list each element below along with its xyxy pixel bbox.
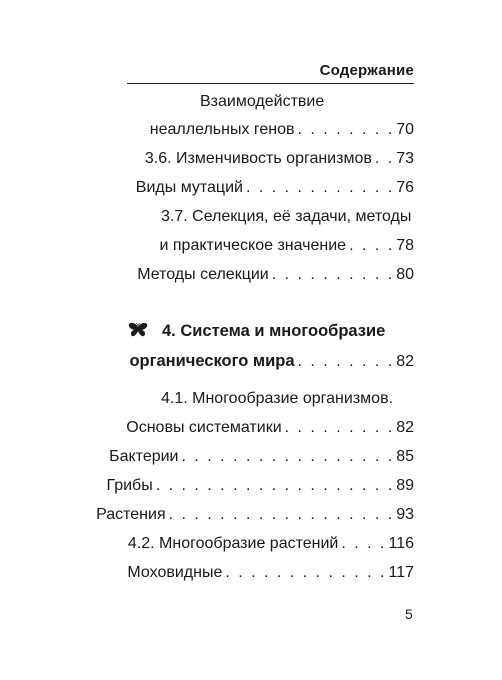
toc-page-number: 70: [396, 121, 414, 138]
toc-page-number: 82: [396, 419, 414, 436]
toc-entry-title: Моховидные: [127, 564, 223, 581]
toc-entry-title: Методы селекции: [137, 266, 269, 283]
page-number: 5: [405, 606, 413, 622]
toc-page-number: 80: [396, 266, 414, 283]
toc-entry[interactable]: [150, 120, 414, 140]
chapter-title: 4. Система и многообразие: [162, 322, 386, 340]
running-title: Содержание: [319, 62, 414, 79]
toc-leader: . . . . . . . . . . . . . . . . . .: [168, 506, 395, 523]
toc-leader: . . . . . . . . .: [284, 419, 395, 436]
butterfly-icon: [128, 322, 148, 338]
toc-page-number: 93: [396, 506, 414, 523]
toc-leader: . . . . . . . . . . . .: [245, 179, 395, 196]
toc-entry-title: 4.2. Многообразие растений: [127, 535, 339, 552]
toc-entry[interactable]: [160, 236, 415, 256]
toc-leader: . . . . . . . . . . . . .: [225, 564, 387, 581]
toc-leader: . . . .: [341, 535, 387, 552]
toc-entry[interactable]: [96, 505, 414, 525]
toc-entry-title: Грибы: [106, 477, 153, 494]
toc-leader: . . . .: [349, 237, 395, 254]
toc-page-number: 76: [396, 179, 414, 196]
toc-entry-title: Бактерии: [109, 448, 179, 465]
toc-page-number: 85: [396, 448, 414, 465]
toc-leader: . . . . . . . . . . . . . . . . . . .: [155, 477, 395, 494]
toc-entry-text: 3.7. Селекция, её задачи, методы: [161, 208, 412, 225]
toc-entry[interactable]: [137, 265, 414, 285]
toc-entry[interactable]: [106, 476, 414, 496]
toc-leader: . . . . . . . . . . . . . . . . .: [181, 448, 395, 465]
toc-entry-text: Взаимодействие: [200, 93, 325, 110]
toc-entry-title: неаллельных генов: [149, 121, 295, 138]
toc-entry[interactable]: [128, 534, 414, 554]
toc-page-number: 78: [396, 237, 414, 254]
toc-page-number: 89: [396, 477, 414, 494]
toc-entry-title: 3.6. Изменчивость организмов: [144, 150, 372, 167]
toc-leader: . . . . . . . . . .: [271, 266, 395, 283]
toc-entry[interactable]: [127, 563, 414, 583]
toc-entry-chapter[interactable]: [129, 351, 414, 372]
header-rule: [127, 83, 414, 84]
toc-leader: . . . . . . . .: [297, 353, 395, 370]
toc-entry-title: органического мира: [129, 352, 295, 370]
toc-entry-title: Основы систематики: [126, 419, 282, 436]
toc-entry[interactable]: [109, 447, 414, 467]
toc-entry-title: Виды мутаций: [135, 179, 243, 196]
toc-leader: . . . . . . . .: [297, 121, 395, 138]
toc-leader: . .: [374, 150, 395, 167]
toc-entry-title: и практическое значение: [159, 237, 347, 254]
toc-entry[interactable]: [145, 149, 414, 169]
toc-entry-text: 4.1. Многообразие организмов.: [161, 390, 394, 407]
toc-page-number: 116: [388, 535, 414, 552]
toc-page-number: 73: [396, 150, 414, 167]
toc-entry[interactable]: [126, 418, 414, 438]
toc-page-number: 82: [396, 353, 414, 370]
toc-entry[interactable]: [136, 178, 414, 198]
toc-page-number: 117: [388, 564, 414, 581]
toc-entry-title: Растения: [96, 506, 166, 523]
